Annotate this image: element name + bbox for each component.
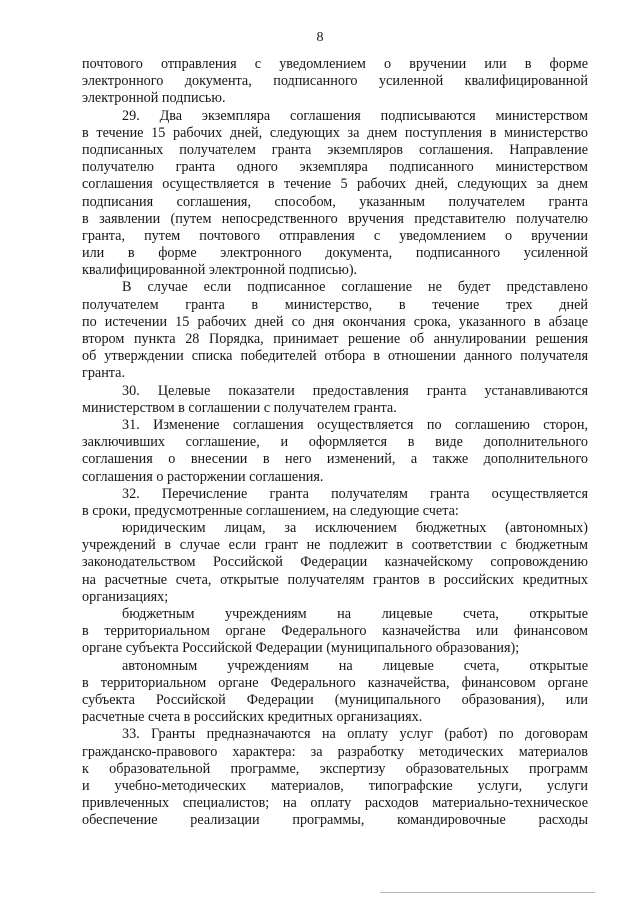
text-line: в территориальном органе Федерального казначейства, финансовом органе [82, 674, 588, 691]
text-line: 32. Перечисление гранта получателям гранта осуществляется [122, 485, 588, 502]
text-line: соглашения осуществляется в течение 5 рабочих дней, следующих за днем [82, 176, 588, 193]
text-line: втором пункта 28 Порядка, принимает решение об аннулировании решения [82, 331, 588, 347]
text-line: или в форме электронного документа, подписанного усиленной [82, 245, 588, 262]
text-line: квалифицированной электронной подписью). [82, 262, 358, 279]
text-line: и учебно-методических материалов, типографские услуги, услуги [82, 777, 588, 794]
text-line: почтового отправления с уведомлением о вручении или в форме [82, 56, 588, 72]
text-line: получателю гранта одного экземпляра подписанного министерством [82, 159, 588, 176]
text-line: в сроки, предусмотренные соглашением, на следующие счета: [82, 502, 459, 519]
text-line: В случае если подписанное соглашение не будет представлено [122, 279, 588, 296]
text-line: обеспечение реализации программы, командировочные расходы [82, 812, 588, 829]
text-line: гранта. [82, 365, 126, 382]
text-line: на расчетные счета, открытые получателям грантов в российских кредитных [82, 571, 588, 588]
text-line: 29. Два экземпляра соглашения подписываются министерством [122, 107, 588, 124]
text-line: законодательством Российской Федерации казначейскому сопровождению [82, 554, 588, 571]
text-line: юридическим лицам, за исключением бюджетных (автономных) [122, 520, 588, 537]
text-line: расчетные счета в российских кредитных организациях. [82, 709, 423, 726]
text-line: в территориальном органе Федерального казначейства или финансовом [82, 623, 588, 640]
text-line: в течение 15 рабочих дней, следующих за днем поступления в министерство [82, 124, 588, 141]
text-line: соглашения о расторжении соглашения. [82, 468, 324, 485]
text-line: 33. Гранты предназначаются на оплату услуг (работ) по договорам [122, 726, 588, 743]
text-line: получателем гранта в министерство, в течение трех дней [82, 296, 588, 313]
text-line: электронного документа, подписанного усиленной квалифицированной [82, 73, 588, 90]
text-line: 30. Целевые показатели предоставления гранта устанавливаются [122, 382, 588, 399]
text-line: к образовательной программе, экспертизу образовательных программ [82, 760, 588, 777]
text-line: гражданско-правового характера: за разработку методических материалов [82, 743, 588, 760]
footer-rule [380, 892, 595, 893]
text-line: гранта, путем почтового отправления с уведомлением о вручении [82, 227, 588, 244]
text-line: подписанных получателем гранта экземпляров соглашения. Направление [82, 141, 588, 158]
text-line: по истечении 15 рабочих дней со дня окончания срока, указанного в абзаце [82, 313, 588, 330]
text-line: автономным учреждениям на лицевые счета, открытые [122, 657, 588, 674]
text-line: об утверждении списка победителей отбора в отношении данного получателя [82, 348, 588, 365]
document-body [82, 56, 588, 829]
text-line: субъекта Российской Федерации (муниципального образования), или [82, 691, 588, 708]
text-line: привлеченных специалистов; на оплату расходов материально-техническое [82, 795, 588, 812]
text-line: организациях; [82, 588, 169, 605]
text-line: органе субъекта Российской Федерации (муниципального образования); [82, 640, 520, 657]
text-line: соглашения о внесении в него изменений, а также дополнительного [82, 451, 588, 468]
text-line: бюджетным учреждениям на лицевые счета, открытые [122, 606, 588, 622]
text-line: подписания соглашения, способом, указанным получателем гранта [82, 193, 588, 210]
text-line: в заявлении (путем непосредственного вручения представителю получателю [82, 210, 588, 227]
text-line: электронной подписью. [82, 90, 226, 107]
text-line: 31. Изменение соглашения осуществляется по соглашению сторон, [122, 416, 588, 433]
text-line: министерством в соглашении с получателем гранта. [82, 399, 397, 416]
page-number: 8 [316, 30, 324, 45]
text-line: учреждений в случае если грант не подлежит в соответствии с бюджетным [82, 537, 588, 554]
text-line: заключивших соглашение, и оформляется в виде дополнительного [82, 434, 588, 451]
